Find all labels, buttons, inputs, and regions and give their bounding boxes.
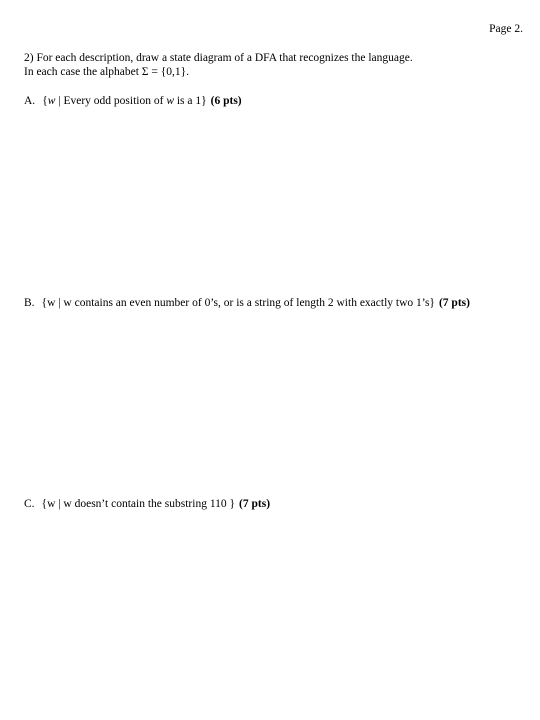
question-a-text: Every odd position of [63,95,167,107]
problem-statement: 2) For each description, draw a state diagram of a DFA that recognizes the language. [24,52,413,64]
question-a-variable-2: w [166,95,174,107]
question-c-points: (7 pts) [239,498,271,510]
question-c-label: C. [24,498,35,510]
question-a [24,94,242,108]
question-a-rest: is a 1} [173,95,207,107]
question-a-open-brace: { [42,95,48,107]
question-a-label: A. [24,95,36,107]
question-c-answer-space[interactable] [24,515,520,710]
question-a-answer-space[interactable] [24,112,520,292]
question-b-points: (7 pts) [438,297,470,309]
question-b-text: {w | w contains an even number of 0’s, or is a string of length 2 with exactly two 1’s} [41,297,435,309]
page-number: Page 2. [489,23,523,35]
question-a-bar: | [55,95,64,107]
question-c [24,497,270,511]
question-c-text: {w | w doesn’t contain the substring 110 } [41,498,236,510]
alphabet-statement: In each case the alphabet Σ = {0,1}. [24,66,190,78]
problem-intro [24,51,524,79]
question-b-label: B. [24,297,35,309]
question-a-variable: w [47,95,56,107]
question-a-points: (6 pts) [210,95,242,107]
question-b-answer-space[interactable] [24,314,520,494]
question-b [24,296,470,310]
